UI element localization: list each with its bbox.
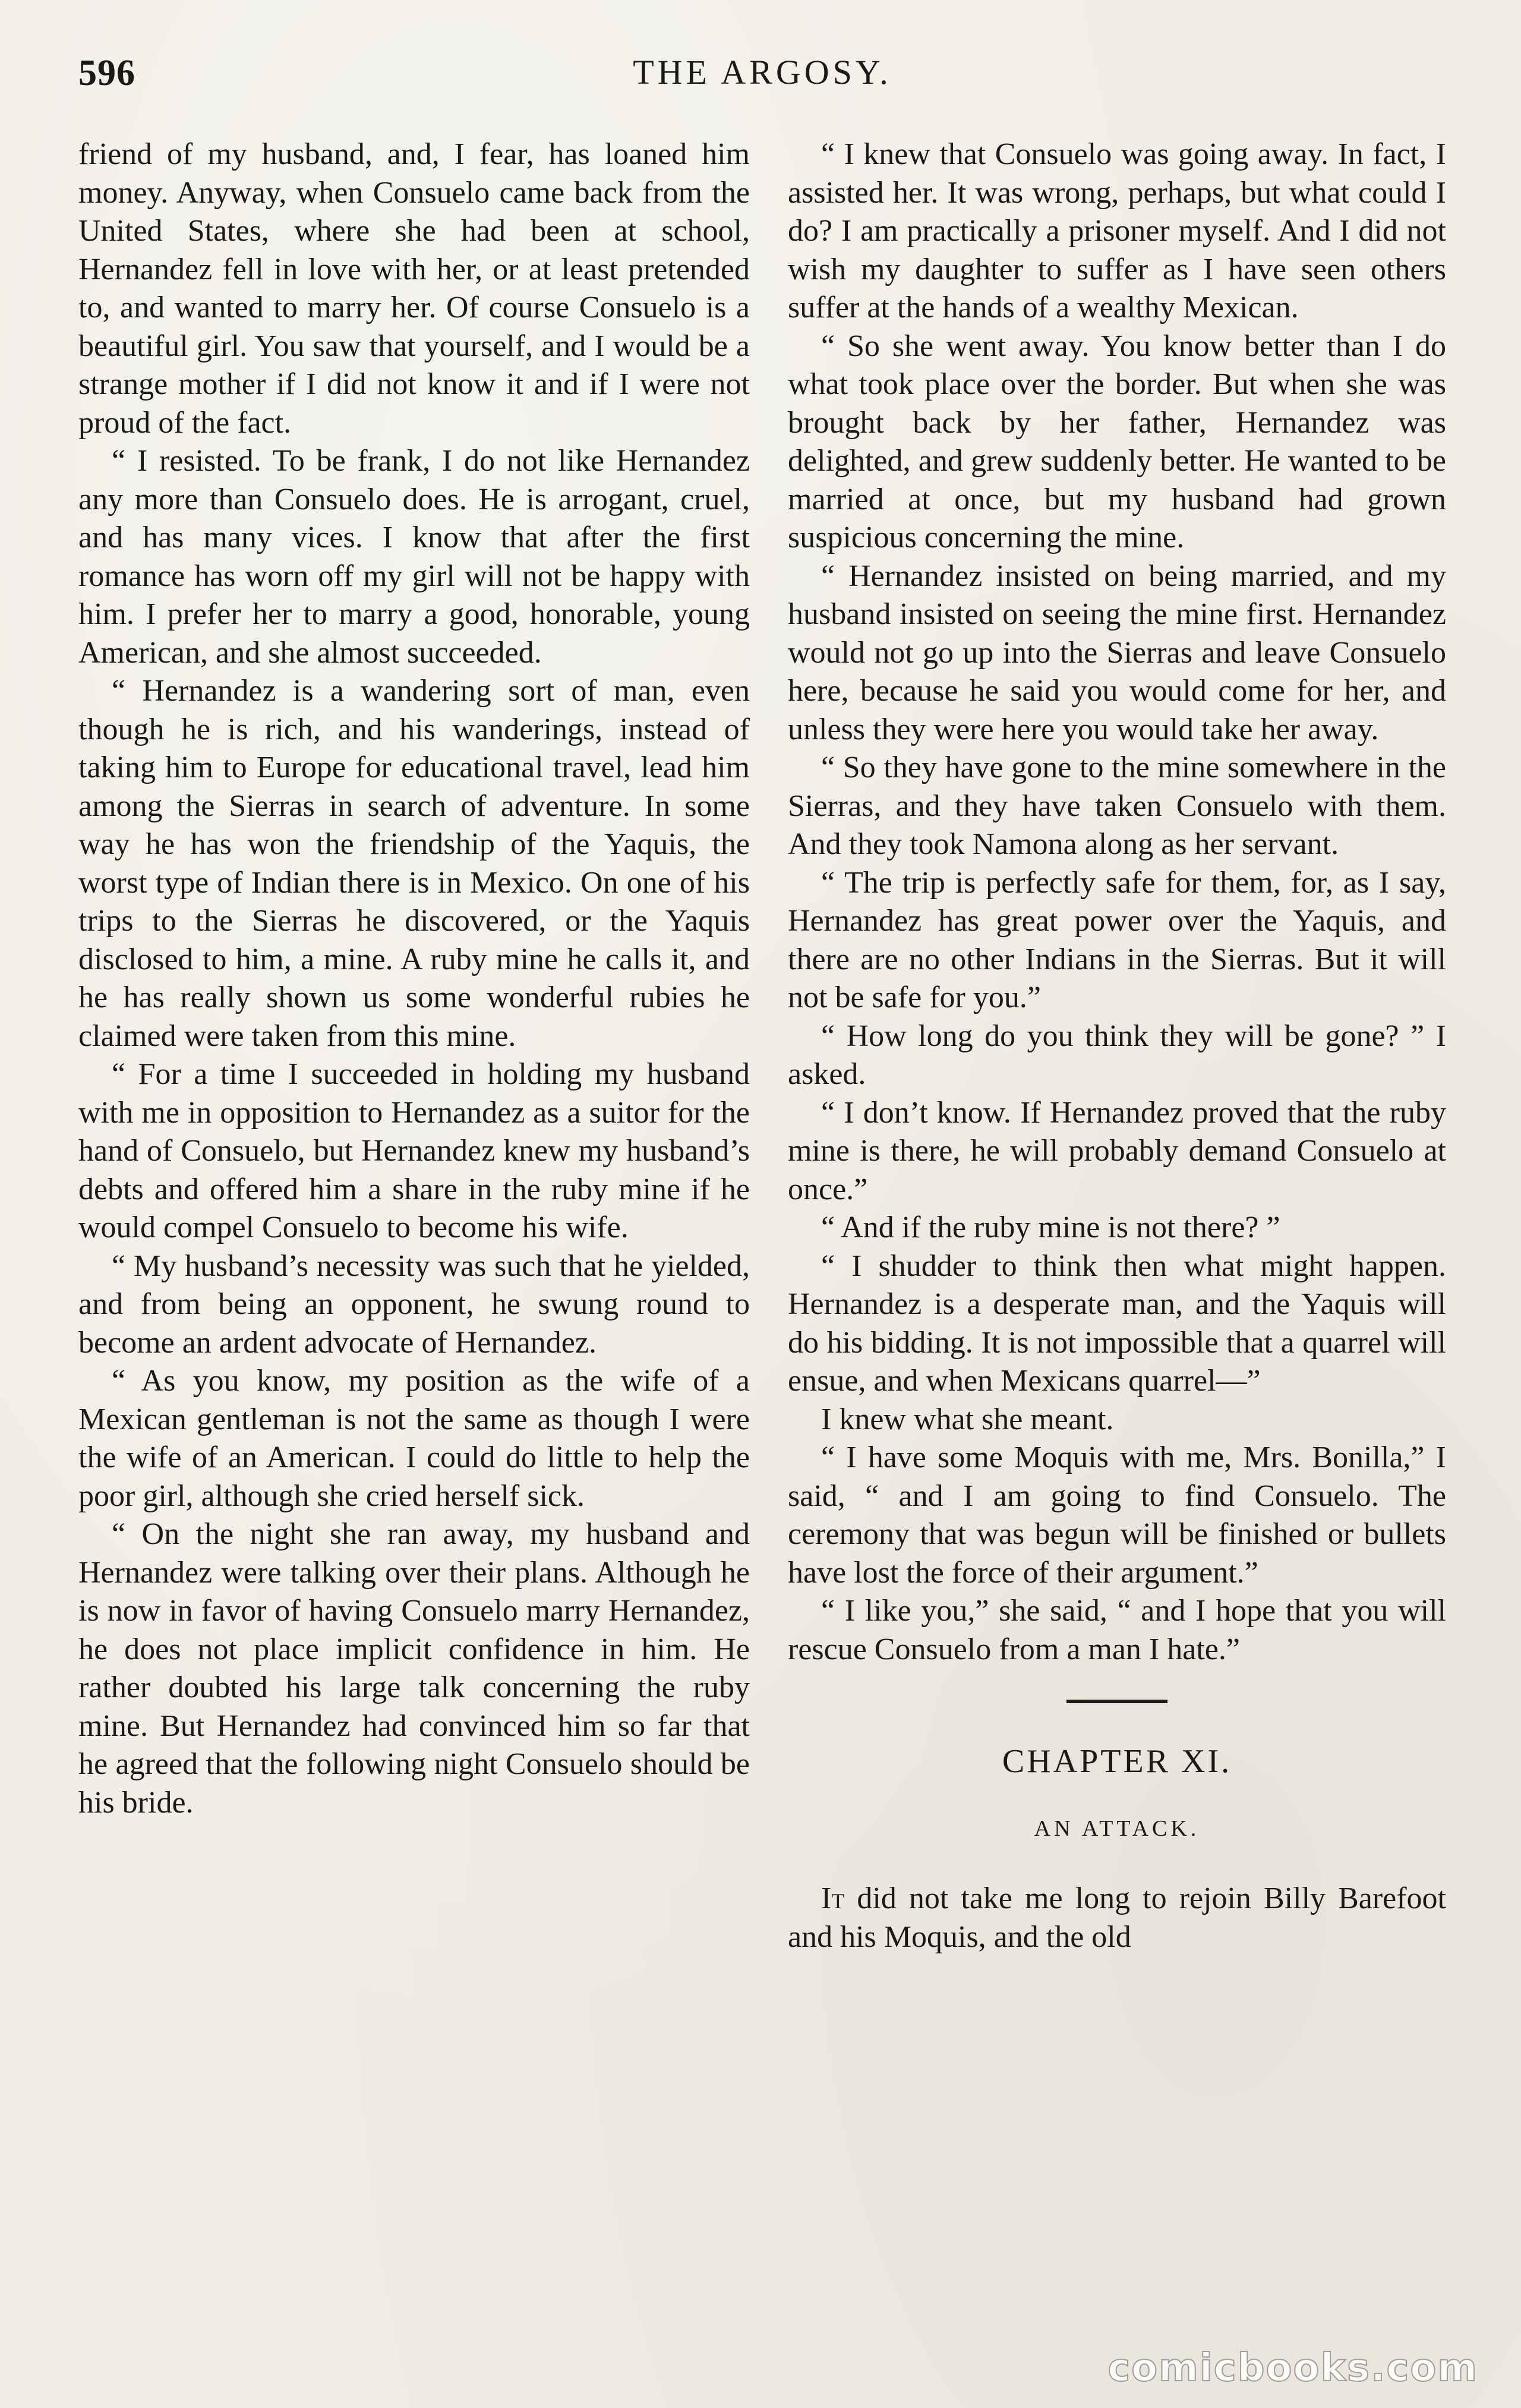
page-number: 596 <box>78 53 135 93</box>
watermark: comicbooks.com <box>1107 2346 1478 2390</box>
chapter-subtitle: AN ATTACK. <box>1034 1816 1200 1841</box>
opening-text: did not take me long to rejoin Billy Barefoot and his Moquis, and the old <box>788 1881 1446 1954</box>
paragraph: “ My husband’s necessity was such that he yielded, and from being an opponent, he swung round to become an ardent advocate of Hernandez. <box>78 1249 750 1360</box>
paragraph: “ On the night she ran away, my husband and Hernandez were talking over their plans. Although he is now in favor of having Consuelo marry Hernandez, he does not place implicit confidence in him. He rather doubted his large talk concerning the ruby mine. But Hernandez had convinced him so far that he agreed that the following night Consuelo should be his bride. <box>78 1517 750 1820</box>
chapter-opening-paragraph <box>788 1880 1446 1956</box>
paragraph: “ And if the ruby mine is not there? ” <box>821 1211 1280 1244</box>
left-text-column <box>78 135 750 1822</box>
paragraph: “ So she went away. You know better than I do what took place over the border. But when she was brought back by her father, Hernandez was delighted, and grew suddenly better. He wanted to be married at once, but my husband had grown suspicious concerning the mine. <box>788 329 1446 554</box>
paragraph: “ I shudder to think then what might happen. Hernandez is a desperate man, and the Yaquis will do his bidding. It is not impossible that a quarrel will ensue, and when Mexicans quarrel—” <box>788 1249 1446 1398</box>
running-title: THE ARGOSY. <box>633 53 892 92</box>
page-header <box>78 52 1446 106</box>
paragraph: “ I have some Moquis with me, Mrs. Bonilla,” I said, “ and I am going to find Consuelo. The ceremony that was begun will be finished or bullets have lost the force of their argument.” <box>788 1441 1446 1590</box>
right-text-column <box>788 135 1446 1956</box>
chapter-title: CHAPTER XI. <box>1002 1743 1232 1780</box>
paragraph: I knew what she meant. <box>821 1402 1114 1436</box>
paragraph: “ How long do you think they will be gone? ” I asked. <box>788 1019 1446 1091</box>
paragraph: “ I knew that Consuelo was going away. In fact, I assisted her. It was wrong, perhaps, but what could I do? I am practically a prisoner myself. And I did not wish my daughter to suffer as I have seen others suffer at the hands of a wealthy Mexican. <box>788 137 1446 324</box>
paragraph: “ For a time I succeeded in holding my husband with me in opposition to Hernandez as a suitor for the hand of Consuelo, but Hernandez knew my husband’s debts and offered him a share in the ruby mine if he would compel Consuelo to become his wife. <box>78 1057 750 1244</box>
section-divider <box>1066 1700 1167 1703</box>
paragraph: friend of my husband, and, I fear, has loaned him money. Anyway, when Consuelo came back from the United States, where she had been at school, Hernandez fell in love with her, or at least pretended to, and wanted to marry her. Of course Consuelo is a beautiful girl. You saw that yourself, and I would be a strange mother if I did not know it and if I were not proud of the fact. <box>78 137 750 440</box>
paragraph: “ So they have gone to the mine somewhere in the Sierras, and they have taken Consuelo with them. And they took Namona along as her servant. <box>788 751 1446 861</box>
paragraph: “ Hernandez is a wandering sort of man, even though he is rich, and his wanderings, instead of taking him to Europe for educational travel, lead him among the Sierras in search of adventure. In some way he has won the friendship of the Yaquis, the worst type of Indian there is in Mexico. On one of his trips to the Sierras he discovered, or the Yaquis disclosed to him, a mine. A ruby mine he calls it, and he has really shown us some wonderful rubies he claimed were taken from this mine. <box>78 674 750 1053</box>
paragraph: “ Hernandez insisted on being married, and my husband insisted on seeing the mine first. Hernandez would not go up into the Sierras and leave Consuelo here, because he said you would come for her, and unless they were here you would take her away. <box>788 559 1446 746</box>
paragraph: “ I don’t know. If Hernandez proved that the ruby mine is there, he will probably demand Consuelo at once.” <box>788 1095 1446 1206</box>
drop-cap: It <box>821 1881 845 1915</box>
paragraph: “ I like you,” she said, “ and I hope that you will rescue Consuelo from a man I hate.” <box>788 1594 1446 1666</box>
paragraph: “ I resisted. To be frank, I do not like Hernandez any more than Consuelo does. He is arrogant, cruel, and has many vices. I know that after the first romance has worn off my girl will not be happy with him. I prefer her to marry a good, honorable, young American, and she almost succeeded. <box>78 444 750 670</box>
paragraph: “ As you know, my position as the wife of a Mexican gentleman is not the same as though I were the wife of an American. I could do little to help the poor girl, although she cried herself sick. <box>78 1364 750 1513</box>
paragraph: “ The trip is perfectly safe for them, for, as I say, Hernandez has great power over the Yaquis, and there are no other Indians in the Sierras. But it will not be safe for you.” <box>788 865 1446 1014</box>
